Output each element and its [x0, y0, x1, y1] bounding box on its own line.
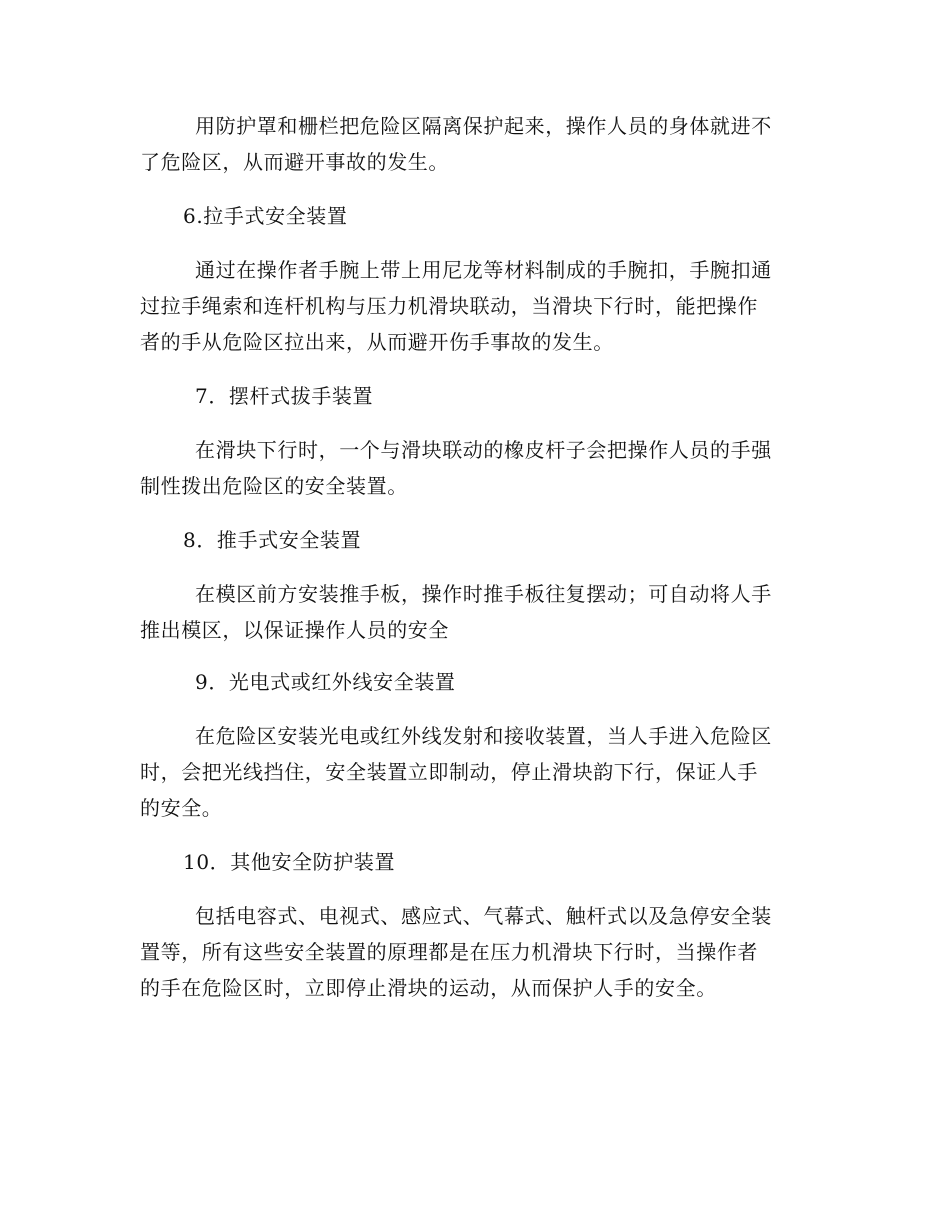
paragraph-line: 过拉手绳索和连杆机构与压力机滑块联动，当滑块下行时，能把操作 [140, 294, 758, 318]
paragraph-line: 用防护罩和栅栏把危险区隔离保护起来，操作人员的身体就进不 [195, 114, 772, 138]
paragraph-line: 的安全。 [140, 796, 223, 820]
section-heading: 10．其他安全防护装置 [183, 850, 396, 874]
section-heading: 7．摆杆式拔手装置 [195, 384, 374, 408]
paragraph-line: 在滑块下行时，一个与滑块联动的橡皮杆子会把操作人员的手强 [195, 438, 772, 462]
paragraph-line: 在模区前方安装推手板，操作时推手板往复摆动；可自动将人手 [195, 582, 772, 606]
paragraph-line: 了危险区，从而避开事故的发生。 [140, 150, 449, 174]
section-heading: 9．光电式或红外线安全装置 [195, 670, 456, 694]
paragraph-line: 推出模区，以保证操作人员的安全 [140, 618, 449, 642]
paragraph-line: 在危险区安装光电或红外线发射和接收装置，当人手进入危险区 [195, 724, 772, 748]
section-heading: 8．推手式安全装置 [183, 528, 362, 552]
paragraph-line: 的手在危险区时，立即停止滑块的运动，从而保护人手的安全。 [140, 976, 717, 1000]
paragraph-line: 包括电容式、电视式、感应式、气幕式、触杆式以及急停安全装 [195, 904, 772, 928]
paragraph-line: 者的手从危险区拉出来，从而避开伤手事故的发生。 [140, 330, 614, 354]
paragraph-line: 置等，所有这些安全装置的原理都是在压力机滑块下行时，当操作者 [140, 940, 758, 964]
section-heading: 6.拉手式安全装置 [183, 204, 348, 228]
paragraph-line: 时，会把光线挡住，安全装置立即制动，停止滑块韵下行，保证人手 [140, 760, 758, 784]
paragraph-line: 通过在操作者手腕上带上用尼龙等材料制成的手腕扣，手腕扣通 [195, 258, 772, 282]
paragraph-line: 制性拨出危险区的安全装置。 [140, 474, 408, 498]
